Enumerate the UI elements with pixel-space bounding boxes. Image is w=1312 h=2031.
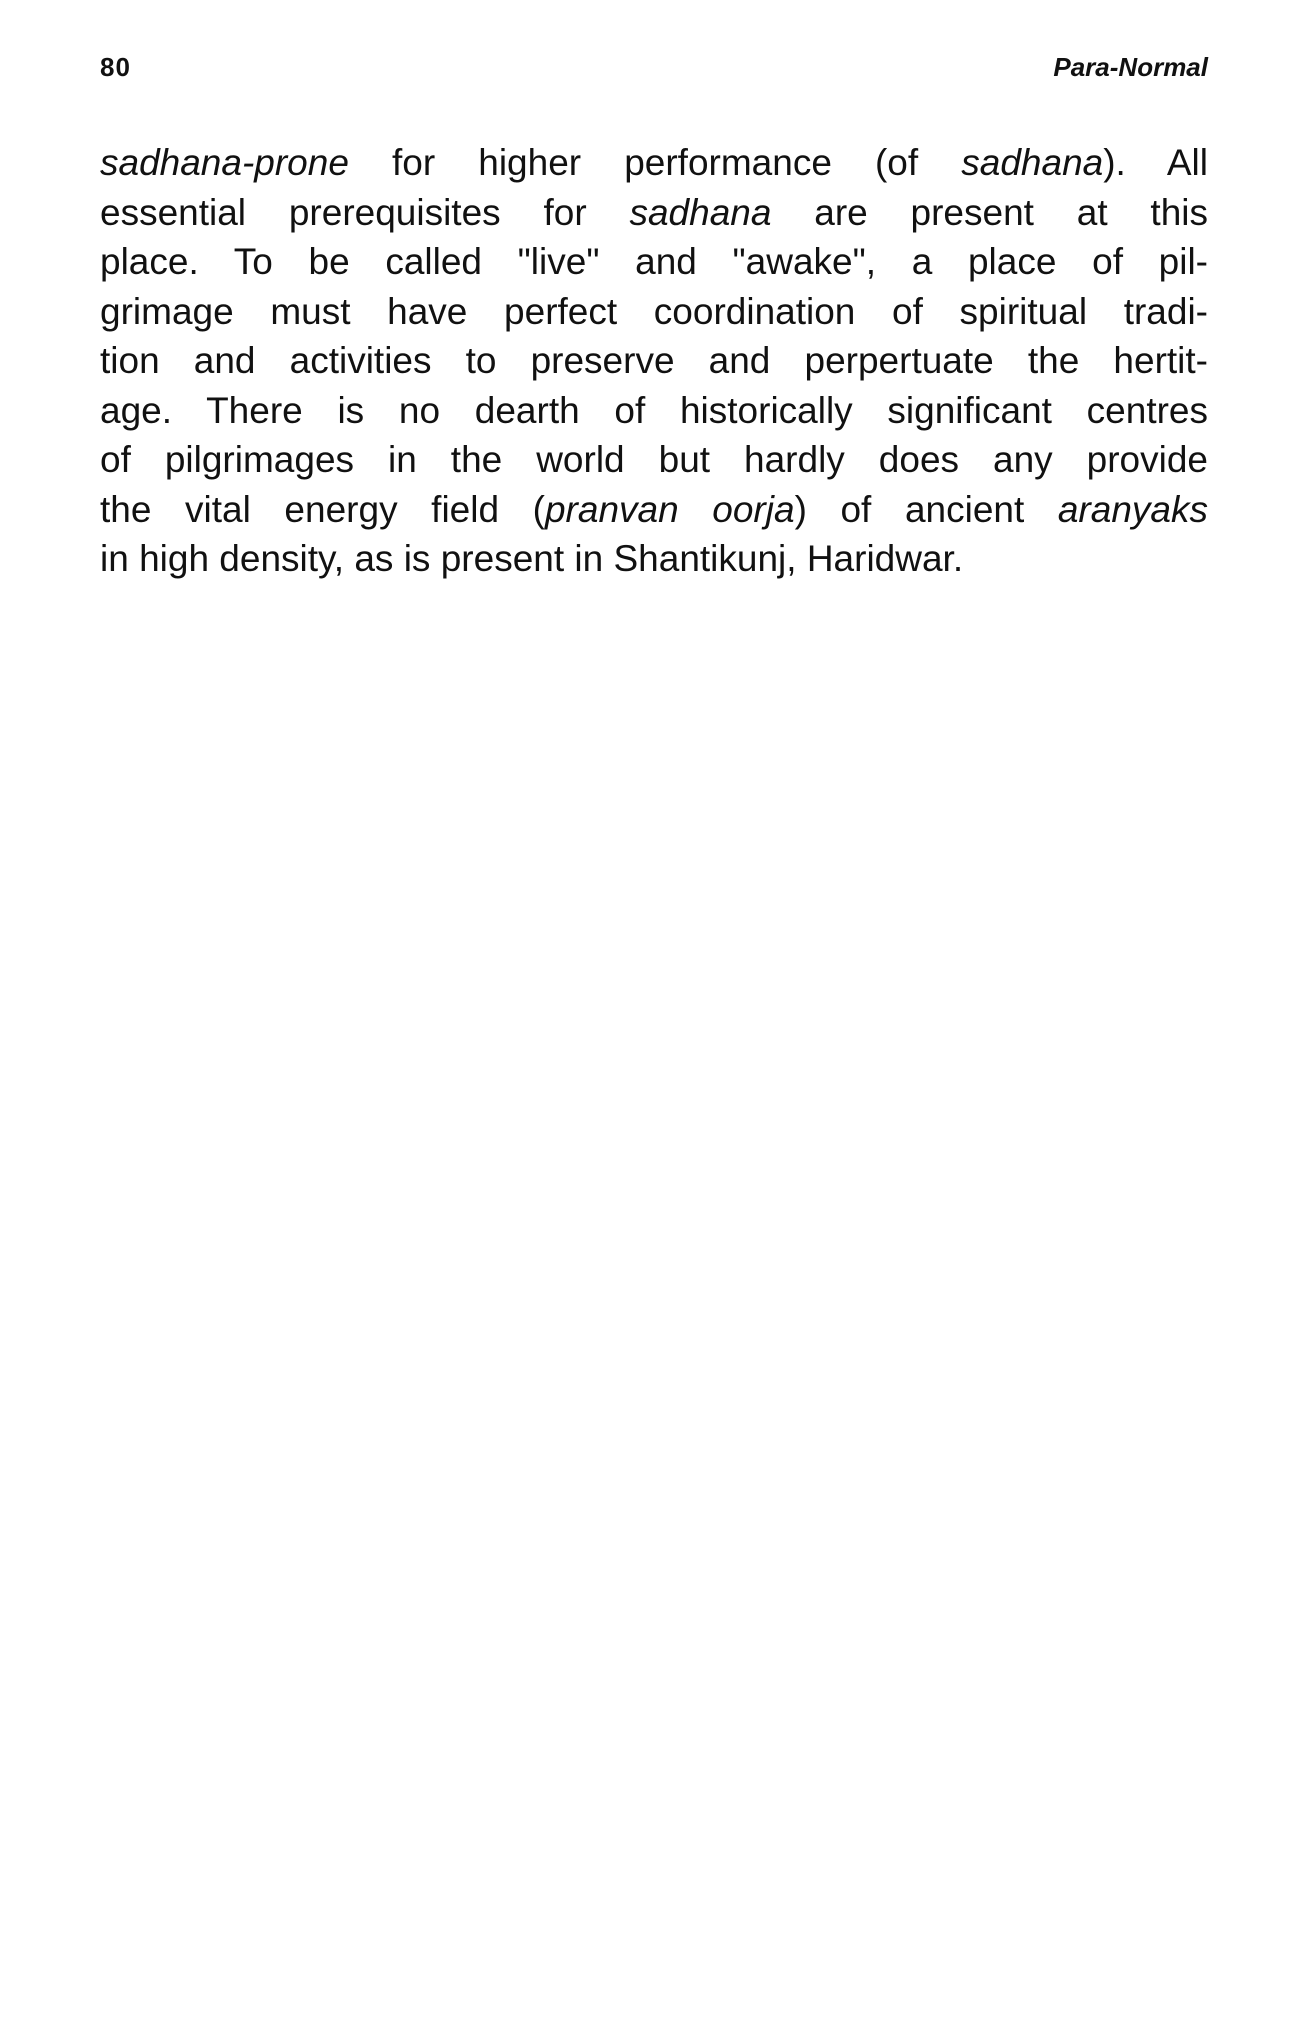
text-segment: aranyaks xyxy=(1057,488,1208,530)
paragraph-line xyxy=(100,336,1208,386)
paragraph-line xyxy=(100,534,1208,584)
text-segment: are present at this xyxy=(771,191,1208,233)
text-segment: place. To be called "live" and "awake", a place of pil- xyxy=(100,241,1208,282)
paragraph-line xyxy=(100,188,1208,238)
paragraph-line xyxy=(100,237,1208,287)
paragraph-line xyxy=(100,435,1208,485)
page-number: 80 xyxy=(100,52,131,82)
text-segment: in high density, as is present in Shantikunj, Haridwar. xyxy=(100,538,964,579)
text-segment: sadhana-prone xyxy=(100,142,349,183)
text-segment: of pilgrimages in the world but hardly does any provide xyxy=(100,439,1208,480)
paragraph-line xyxy=(100,485,1208,535)
text-segment: sadhana xyxy=(629,191,772,233)
paragraph-line xyxy=(100,287,1208,337)
paragraph-line xyxy=(100,386,1208,436)
text-segment: tion and activities to preserve and perpertuate the hertit- xyxy=(100,340,1208,381)
text-segment: pranvan oorja xyxy=(544,488,795,530)
body-paragraph xyxy=(100,138,1208,584)
text-segment: ). All xyxy=(1103,142,1208,183)
text-segment: for higher performance (of xyxy=(348,142,962,183)
text-segment: grimage must have perfect coordination of spiritual tradi- xyxy=(100,290,1208,332)
text-segment: age. There is no dearth of historically significant centres xyxy=(100,389,1208,431)
page-header xyxy=(100,52,1208,92)
running-head-title: Para-Normal xyxy=(1053,52,1208,82)
text-segment: the vital energy field ( xyxy=(100,488,545,530)
text-segment: sadhana xyxy=(961,142,1104,183)
text-segment: essential prerequisites for xyxy=(100,191,630,233)
paragraph-line xyxy=(100,138,1208,188)
text-segment: ) of ancient xyxy=(794,488,1058,530)
